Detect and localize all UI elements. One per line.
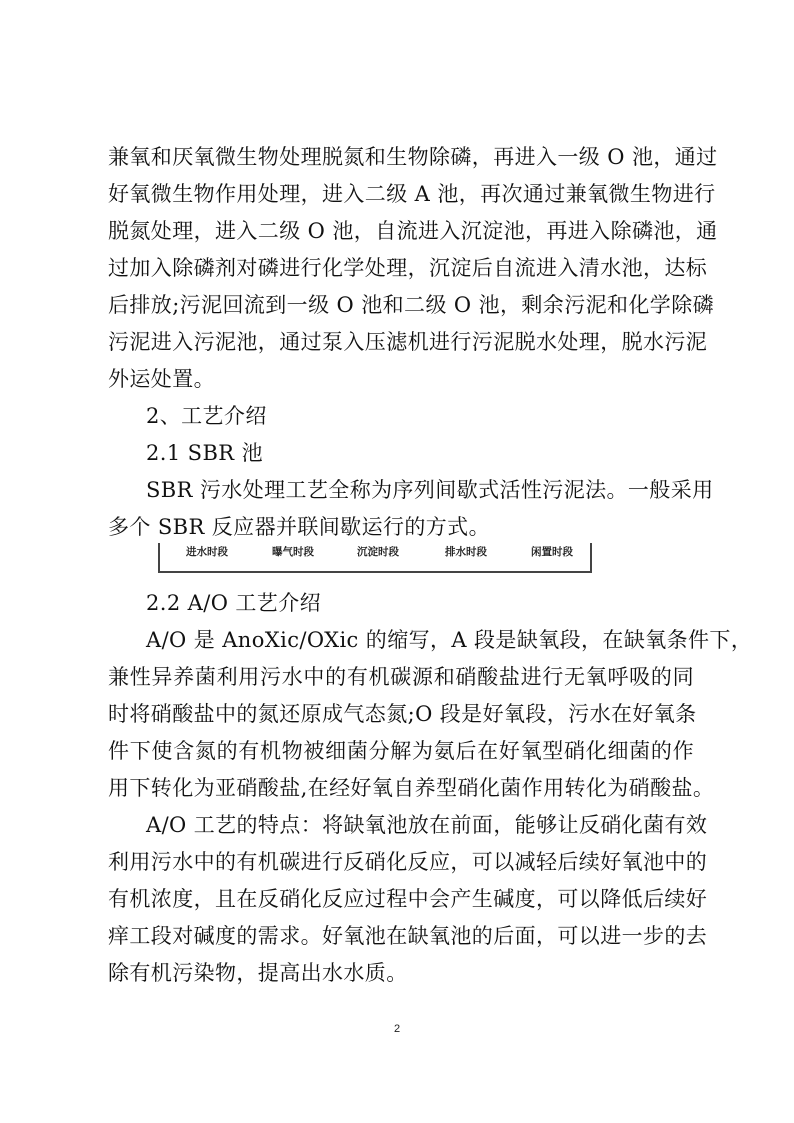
paragraph-line: 有机浓度，且在反硝化反应过程中会产生碱度，可以降低后续好 [108, 887, 708, 911]
paragraph-line: 后排放;污泥回流到一级 O 池和二级 O 池，剩余污泥和化学除磷 [108, 293, 715, 317]
sbr-phase-label: 沉淀时段 [357, 546, 399, 558]
paragraph-line: 时将硝酸盐中的氮还原成气态氮;O 段是好氧段，污水在好氧条 [108, 702, 697, 726]
page-number: 2 [393, 1023, 401, 1035]
paragraph-line: 外运处置。 [108, 367, 215, 391]
subsection-heading: 2.1 SBR 池 [146, 441, 263, 465]
sbr-phase-label: 曝气时段 [272, 546, 314, 558]
paragraph-line: 多个 SBR 反应器并联间歇运行的方式。 [108, 515, 490, 539]
section-heading: 2、工艺介绍 [146, 404, 267, 428]
paragraph-line: 好氧微生物作用处理，进入二级 A 池，再次通过兼氧微生物进行 [108, 182, 716, 206]
paragraph-line: 脱氮处理，进入二级 O 池，自流进入沉淀池，再进入除磷池，通 [108, 219, 718, 243]
paragraph-line: 利用污水中的有机碳进行反硝化反应，可以减轻后续好氧池中的 [108, 850, 708, 874]
paragraph-line: 污泥进入污泥池，通过泵入压滤机进行污泥脱水处理，脱水污泥 [108, 330, 708, 354]
sbr-phase-label: 排水时段 [445, 546, 487, 558]
paragraph-line: 过加入除磷剂对磷进行化学处理，沉淀后自流进入清水池，达标 [108, 256, 708, 280]
sbr-phase-label: 闲置时段 [531, 546, 573, 558]
paragraph-line: 用下转化为亚硝酸盐,在经好氧自养型硝化菌作用转化为硝酸盐。 [108, 776, 715, 800]
paragraph-line: A/O 是 AnoXic/OXic 的缩写，A 段是缺氧段，在缺氧条件下， [146, 628, 753, 652]
paragraph-line: 兼性异养菌利用污水中的有机碳源和硝酸盐进行无氧呼吸的同 [108, 665, 694, 689]
paragraph-line: 除有机污染物，提高出水水质。 [108, 961, 408, 985]
sbr-phase-label: 进水时段 [186, 546, 228, 558]
paragraph-line: 痒工段对碱度的需求。好氧池在缺氧池的后面，可以进一步的去 [108, 924, 708, 948]
paragraph-line: 件下使含氮的有机物被细菌分解为氨后在好氧型硝化细菌的作 [108, 739, 694, 763]
paragraph-line: SBR 污水处理工艺全称为序列间歇式活性污泥法。一般采用 [146, 478, 714, 502]
paragraph-line: 兼氧和厌氧微生物处理脱氮和生物除磷，再进入一级 O 池，通过 [108, 145, 718, 169]
paragraph-line: A/O 工艺的特点：将缺氧池放在前面，能够让反硝化菌有效 [146, 813, 708, 837]
subsection-heading: 2.2 A/O 工艺介绍 [146, 591, 322, 615]
sbr-phase-diagram [158, 543, 592, 573]
